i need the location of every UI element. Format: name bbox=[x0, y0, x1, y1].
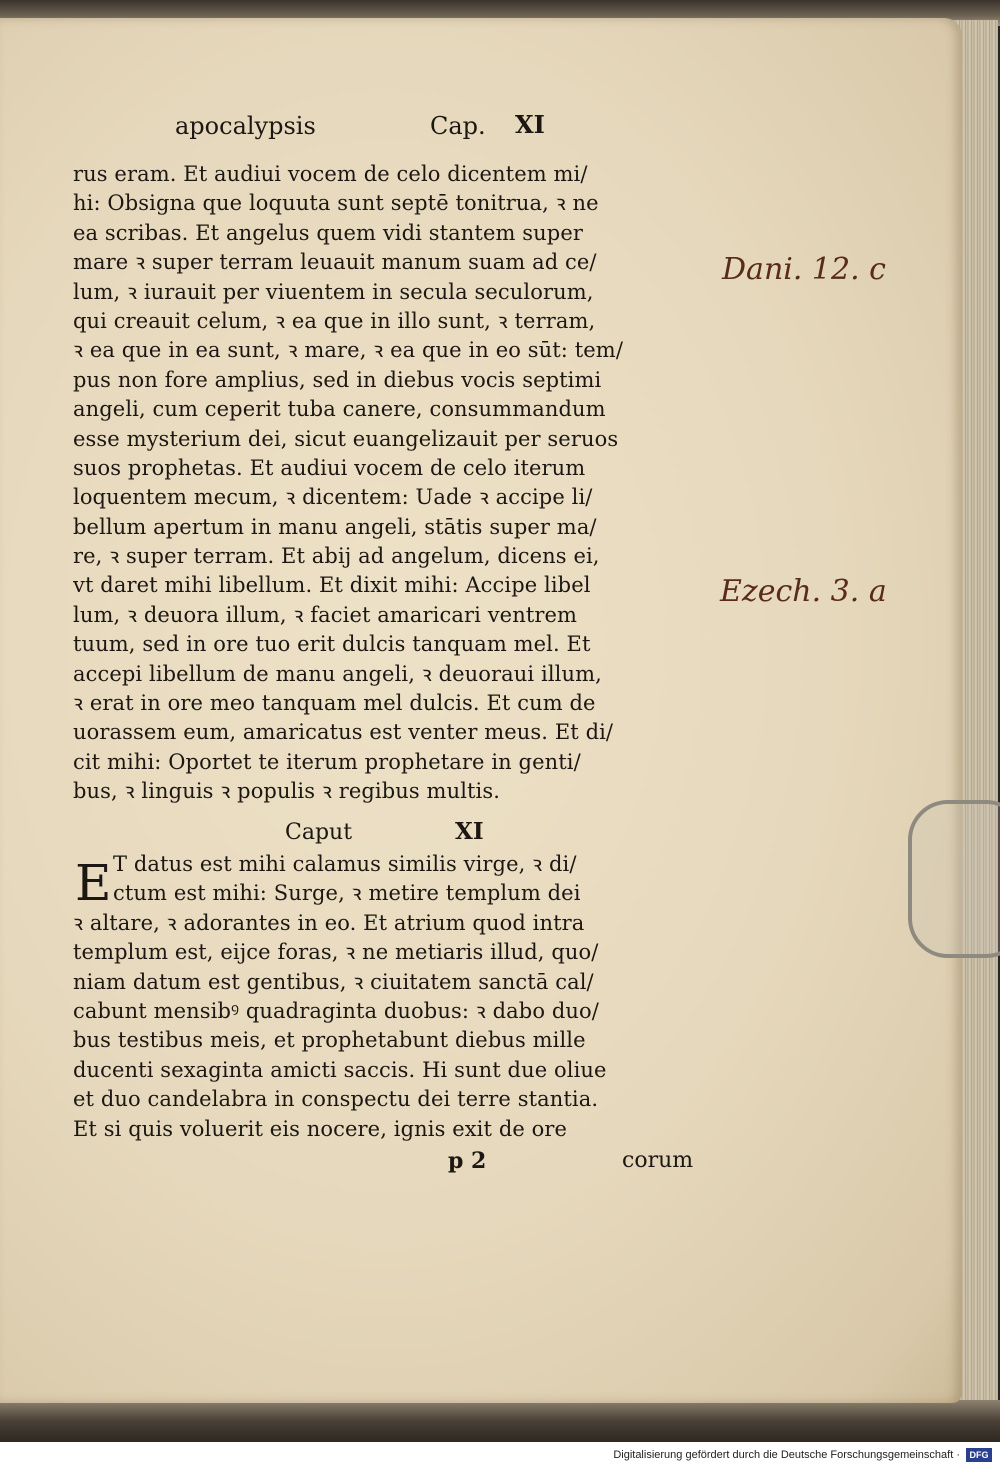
catchword: corum bbox=[622, 1148, 694, 1173]
funding-credit: Digitalisierung gefördert durch die Deutsche Forschungsgemeinschaft · bbox=[613, 1449, 960, 1461]
text-line: bus testibus meis, et prophetabunt diebus mille bbox=[73, 1028, 586, 1053]
signature-mark: p 2 bbox=[448, 1148, 487, 1174]
text-line: et duo candelabra in conspectu dei terre stantia. bbox=[73, 1087, 599, 1112]
text-line: bellum apertum in manu angeli, stātis super ma/ bbox=[73, 514, 597, 539]
text-line: ꝛ ea que in ea sunt, ꝛ mare, ꝛ ea que in eo sūt: tem/ bbox=[73, 338, 623, 363]
running-header bbox=[175, 108, 575, 148]
text-line: cit mihi: Oportet te iterum prophetare in genti/ bbox=[73, 749, 581, 774]
text-line: lum, ꝛ deuora illum, ꝛ faciet amaricari ventrem bbox=[73, 602, 578, 627]
text-line: templum est, eijce foras, ꝛ ne metiaris illud, quo/ bbox=[73, 940, 599, 965]
caput-label: Caput bbox=[285, 820, 353, 845]
text-line: pus non fore amplius, sed in diebus vocis septimi bbox=[73, 367, 602, 392]
book-clasp bbox=[908, 800, 1000, 958]
text-line: hi: Obsigna que loquuta sunt septē tonitrua, ꝛ ne bbox=[73, 191, 599, 216]
text-line: niam datum est gentibus, ꝛ ciuitatem sanctā cal/ bbox=[73, 969, 594, 994]
footer-bar bbox=[0, 1442, 1000, 1468]
text-line: ea scribas. Et angelus quem vidi stantem super bbox=[73, 220, 583, 245]
text-line: esse mysterium dei, sicut euangelizauit per seruos bbox=[73, 426, 619, 451]
drop-initial: E bbox=[75, 854, 112, 912]
chapter-text-block bbox=[73, 850, 713, 1144]
text-line: bus, ꝛ linguis ꝛ populis ꝛ regibus multis. bbox=[73, 779, 501, 804]
marginal-note-daniel: Dani. 12. c bbox=[722, 252, 886, 287]
text-line: vt daret mihi libellum. Et dixit mihi: Accipe libel bbox=[73, 573, 591, 598]
text-line: re, ꝛ super terram. Et abij ad angelum, dicens ei, bbox=[73, 544, 600, 569]
text-line: qui creauit celum, ꝛ ea que in illo sunt, ꝛ terram, bbox=[73, 308, 596, 333]
text-line: ꝛ altare, ꝛ adorantes in eo. Et atrium quod intra bbox=[73, 910, 585, 935]
text-line: ꝛ erat in ore meo tanquam mel dulcis. Et cum de bbox=[73, 691, 596, 716]
text-line: accepi libellum de manu angeli, ꝛ deuoraui illum, bbox=[73, 661, 602, 686]
text-line: suos prophetas. Et audiui vocem de celo iterum bbox=[73, 455, 586, 480]
text-line: ctum est mihi: Surge, ꝛ metire templum dei bbox=[113, 881, 581, 906]
header-chapter-number: XI bbox=[515, 110, 545, 139]
text-line: mare ꝛ super terram leuauit manum suam ad ce/ bbox=[73, 250, 597, 275]
header-title: apocalypsis bbox=[175, 112, 316, 140]
text-line: rus eram. Et audiui vocem de celo dicentem mi/ bbox=[73, 162, 588, 186]
text-line: cabunt mensibꝰ quadraginta duobus: ꝛ dabo duo/ bbox=[73, 998, 599, 1023]
text-line: Et si quis voluerit eis nocere, ignis exit de ore bbox=[73, 1116, 568, 1141]
marginal-note-ezechiel: Ezech. 3. a bbox=[720, 574, 887, 609]
text-line: uorassem eum, amaricatus est venter meus. Et di/ bbox=[73, 720, 614, 745]
caput-number: XI bbox=[455, 818, 484, 845]
book-bottom-edge bbox=[0, 1400, 1000, 1442]
text-line: T datus est mihi calamus similis virge, ꝛ di/ bbox=[113, 852, 577, 876]
text-line: loquentem mecum, ꝛ dicentem: Uade ꝛ accipe li/ bbox=[73, 485, 593, 510]
header-chapter-label: Cap. bbox=[430, 112, 486, 140]
text-line: ducenti sexaginta amicti saccis. Hi sunt due oliue bbox=[73, 1057, 607, 1082]
dfg-logo: DFG bbox=[966, 1448, 992, 1462]
text-line: angeli, cum ceperit tuba canere, consummandum bbox=[73, 397, 606, 422]
text-line: tuum, sed in ore tuo erit dulcis tanquam mel. Et bbox=[73, 632, 591, 657]
text-line: lum, ꝛ iurauit per viuentem in secula seculorum, bbox=[73, 279, 594, 304]
main-text-block bbox=[73, 160, 713, 807]
